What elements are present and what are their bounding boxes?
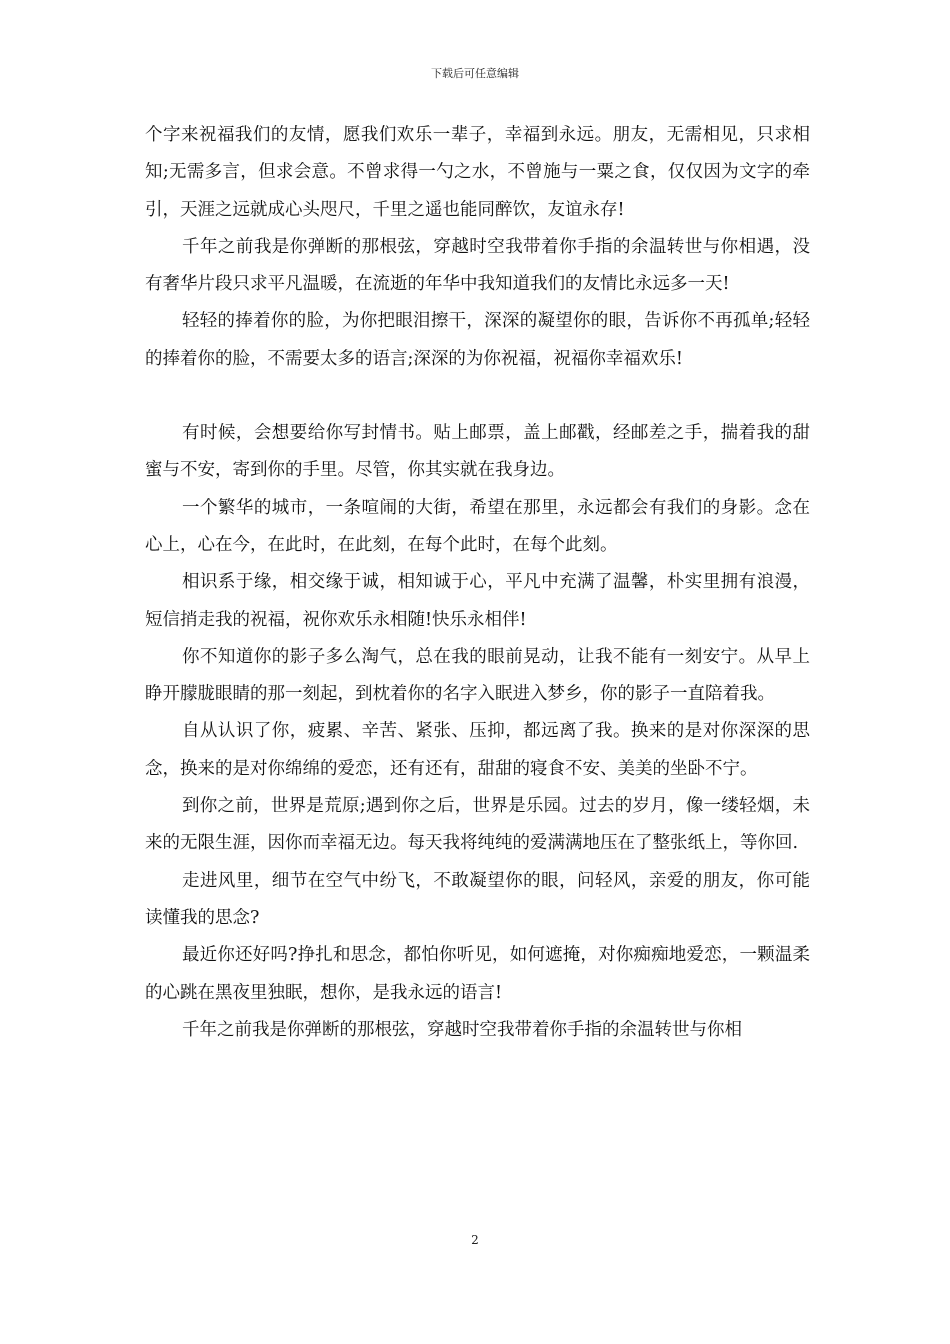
paragraph-9: 到你之前，世界是荒原;遇到你之后，世界是乐园。过去的岁月，像一缕轻烟，未来的无限生涯，因你而幸福无边。每天我将纯纯的爱满满地压在了整张纸上，等你回. [145, 796, 810, 854]
paragraph-11: 最近你还好吗?挣扎和思念，都怕你听见，如何遮掩，对你痴痴地爱恋，一颗温柔的心跳在黑夜里独眠，想你，是我永远的语言! [145, 945, 810, 1003]
paragraph-10: 走进风里，细节在空气中纷飞，不敢凝望你的眼，问轻风，亲爱的朋友，你可能读懂我的思念? [145, 870, 810, 928]
paragraph-8: 自从认识了你，疲累、辛苦、紧张、压抑，都远离了我。换来的是对你深深的思念，换来的是对你绵绵的爱恋，还有还有，甜甜的寝食不安、美美的坐卧不宁。 [145, 721, 810, 779]
paragraph-4: 有时候，会想要给你写封情书。贴上邮票，盖上邮戳，经邮差之手，揣着我的甜蜜与不安，寄到你的手里。尽管，你其实就在我身边。 [145, 423, 810, 481]
paragraph-12: 千年之前我是你弹断的那根弦，穿越时空我带着你手指的余温转世与你相 [182, 1019, 742, 1040]
page-header: 下载后可任意编辑 [431, 67, 519, 80]
paragraph-5: 一个繁华的城市，一条喧闹的大街，希望在那里，永远都会有我们的身影。念在心上，心在今，在此时，在此刻，在每个此时，在每个此刻。 [145, 497, 810, 555]
paragraph-6: 相识系于缘，相交缘于诚，相知诚于心，平凡中充满了温馨，朴实里拥有浪漫，短信捎走我的祝福，祝你欢乐永相随!快乐永相伴! [145, 572, 810, 630]
paragraph-1: 个字来祝福我们的友情，愿我们欢乐一辈子，幸福到永远。朋友，无需相见，只求相知;无需多言，但求会意。不曾求得一勺之水，不曾施与一粟之食，仅仅因为文字的牵引，天涯之远就成心头咫尺，千里之遥也能同醉饮，友谊永存! [145, 125, 810, 220]
document-body [145, 117, 810, 1049]
paragraph-7: 你不知道你的影子多么淘气，总在我的眼前晃动，让我不能有一刻安宁。从早上睁开朦胧眼睛的那一刻起，到枕着你的名字入眠进入梦乡，你的影子一直陪着我。 [145, 646, 810, 705]
paragraph-3: 轻轻的捧着你的脸，为你把眼泪擦干，深深的凝望你的眼，告诉你不再孤单;轻轻的捧着你的脸，不需要太多的语言;深深的为你祝福，祝福你幸福欢乐! [145, 311, 810, 369]
paragraph-2: 千年之前我是你弹断的那根弦，穿越时空我带着你手指的余温转世与你相遇，没有奢华片段只求平凡温暖，在流逝的年华中我知道我们的友情比永远多一天! [145, 236, 810, 295]
page-number: 2 [471, 1233, 479, 1247]
